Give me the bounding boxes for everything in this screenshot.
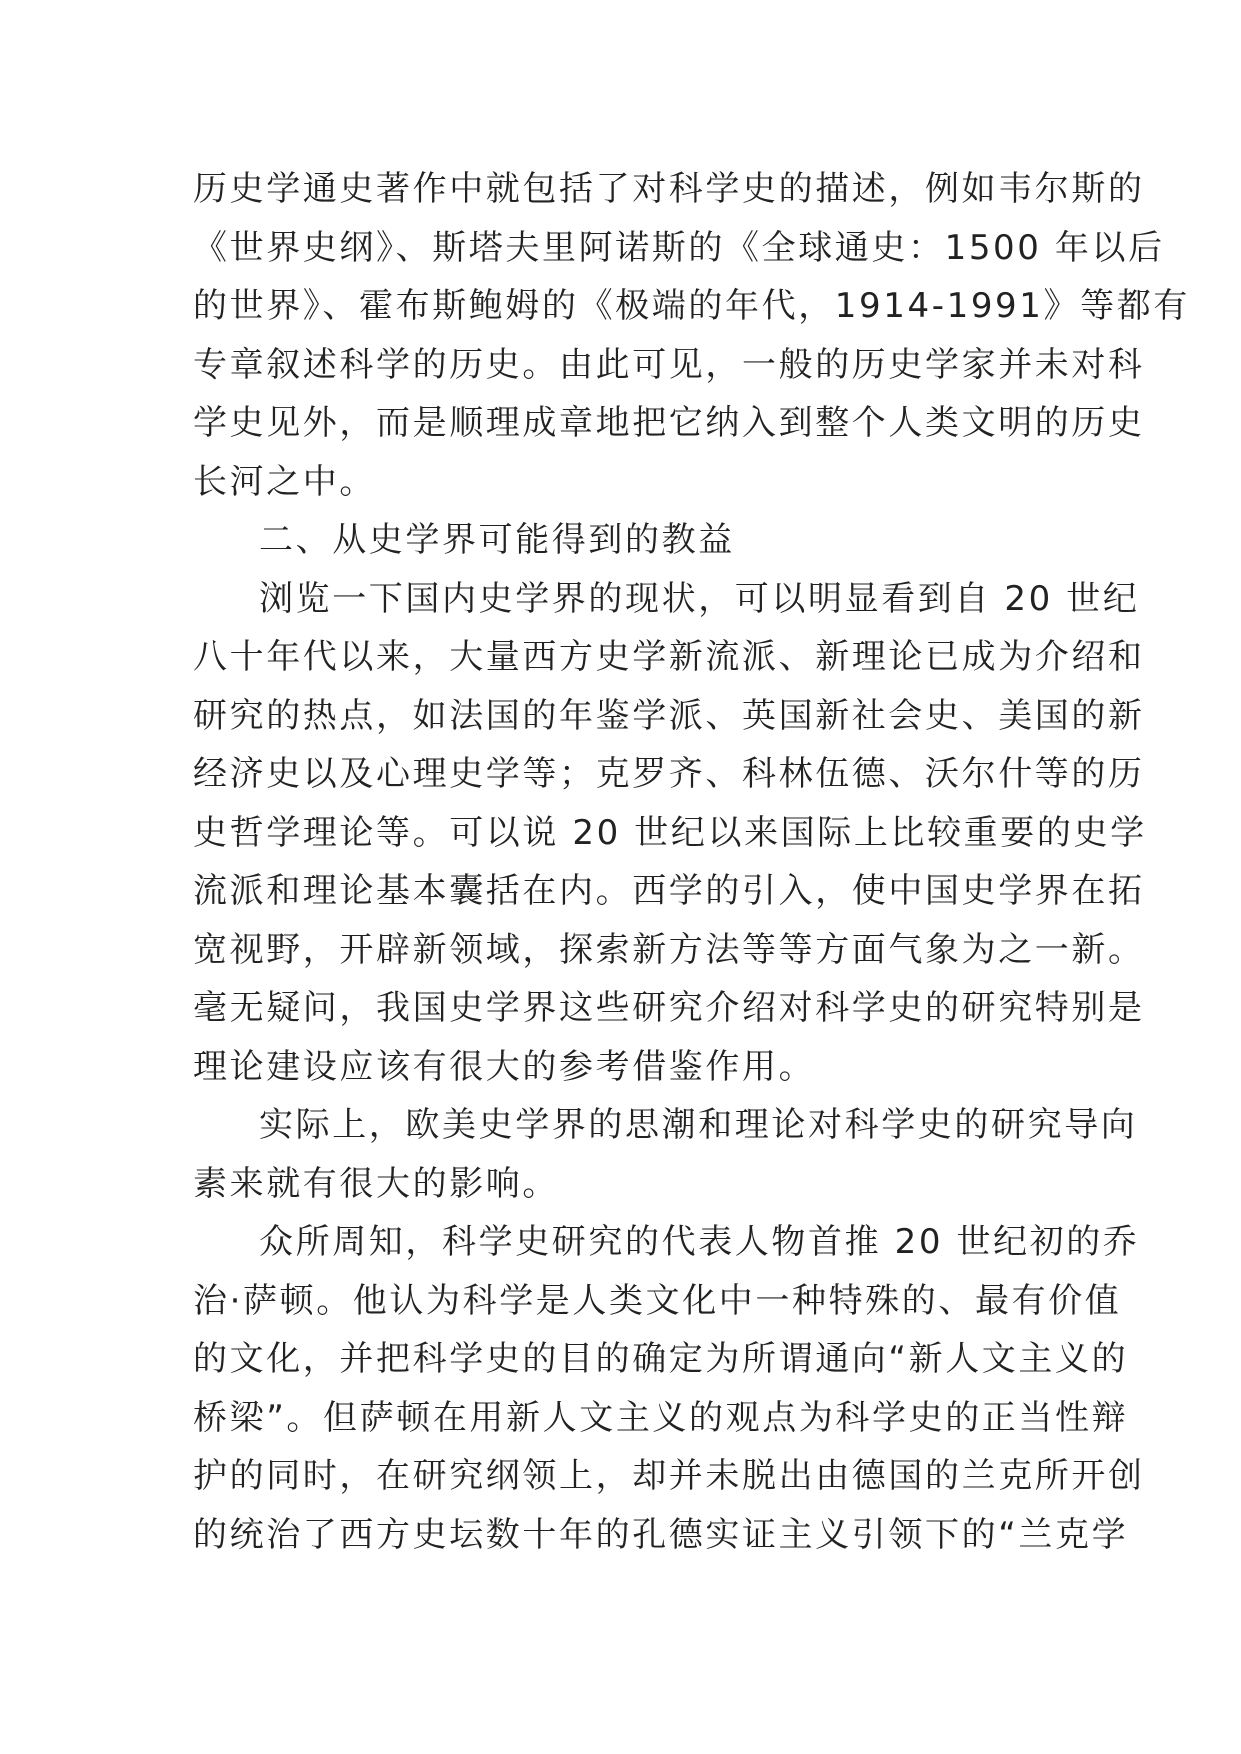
text-line: 的统治了西方史坛数十年的孔德实证主义引领下的“兰克学 [193, 1514, 1129, 1555]
text-line: 专章叙述科学的历史。由此可见，一般的历史学家并未对科 [193, 344, 1145, 385]
text-line: 理论建设应该有很大的参考借鉴作用。 [193, 1046, 816, 1087]
text-line: 学史见外，而是顺理成章地把它纳入到整个人类文明的历史 [193, 403, 1145, 443]
text-line: 的文化，并把科学史的目的确定为所谓通向“新人文主义的 [193, 1339, 1129, 1379]
text-line: 实际上，欧美史学界的思潮和理论对科学史的研究导向 [259, 1105, 1138, 1145]
text-line: 《世界史纲》、斯塔夫里阿诺斯的《全球通史：1500 年以后 [193, 227, 1165, 268]
text-line: 护的同时，在研究纲领上，却并未脱出由德国的兰克所开创 [193, 1456, 1145, 1496]
text-line: 浏览一下国内史学界的现状，可以明显看到自 20 世纪 [259, 578, 1140, 619]
text-line: 研究的热点，如法国的年鉴学派、英国新社会史、美国的新 [193, 695, 1145, 736]
text-line: 的世界》、霍布斯鲍姆的《极端的年代，1914-1991》等都有 [193, 286, 1190, 326]
text-line: 众所周知，科学史研究的代表人物首推 20 世纪初的乔 [259, 1222, 1140, 1262]
text-line: 八十年代以来，大量西方史学新流派、新理论已成为介绍和 [193, 637, 1145, 677]
text-line: 桥梁”。但萨顿在用新人文主义的观点为科学史的正当性辩 [193, 1397, 1129, 1438]
text-line: 史哲学理论等。可以说 20 世纪以来国际上比较重要的史学 [193, 812, 1147, 853]
text-line: 素来就有很大的影响。 [193, 1163, 559, 1204]
text-line: 历史学通史著作中就包括了对科学史的描述，例如韦尔斯的 [193, 169, 1145, 209]
text-line: 毫无疑问，我国史学界这些研究介绍对科学史的研究特别是 [193, 988, 1145, 1028]
text-line: 经济史以及心理史学等；克罗齐、科林伍德、沃尔什等的历 [193, 754, 1145, 794]
body-text [193, 160, 1190, 1564]
text-line: 流派和理论基本囊括在内。西学的引入，使中国史学界在拓 [193, 871, 1145, 911]
text-line: 宽视野，开辟新领域，探索新方法等等方面气象为之一新。 [193, 929, 1145, 970]
text-line: 长河之中。 [193, 461, 376, 502]
text-line: 二、从史学界可能得到的教益 [259, 520, 735, 560]
text-line: 治·萨顿。他认为科学是人类文化中一种特殊的、最有价值 [193, 1280, 1122, 1321]
